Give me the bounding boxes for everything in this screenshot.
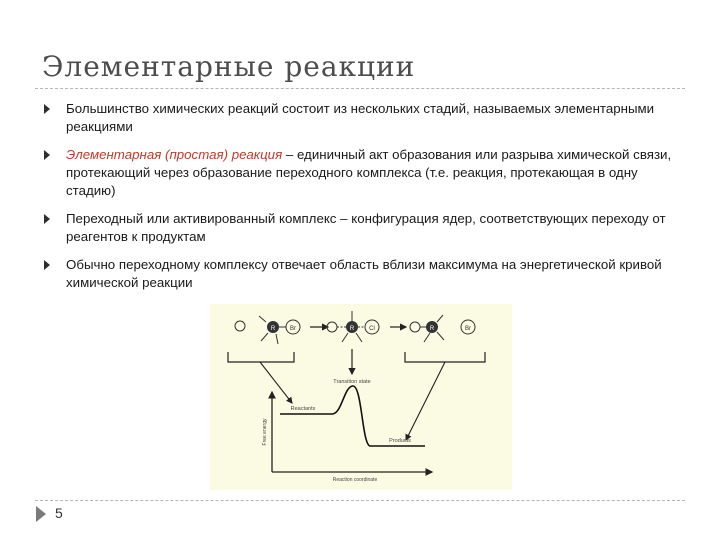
page-arrow-icon <box>36 506 46 522</box>
reactant-bracket <box>228 352 294 362</box>
bullet-text: Обычно переходному комплексу отвечает область вблизи максимума на энергетической кривой химической реакции <box>66 257 662 290</box>
reactants-label: Reactants <box>290 406 316 412</box>
atom-label: R <box>429 326 435 332</box>
x-axis-label: Reaction coordinate <box>332 477 378 483</box>
bullet-item <box>40 146 690 200</box>
reaction-energy-figure <box>210 304 512 490</box>
bullet-arrow-icon <box>44 214 50 224</box>
bullet-arrow-icon <box>44 150 50 160</box>
bullet-text: Большинство химических реакций состоит из нескольких стадий, называемых элементарными реакциями <box>66 101 655 134</box>
atom-nucleophile <box>410 322 420 332</box>
bullet-arrow-icon <box>44 104 50 114</box>
energy-diagram <box>210 304 512 490</box>
atom-label: R <box>270 326 276 332</box>
transition-state-label: Transition state <box>333 379 371 385</box>
molecule-product <box>410 315 475 342</box>
product-pointer <box>406 362 445 440</box>
title-divider <box>35 88 685 89</box>
atom-label: R <box>349 326 355 332</box>
atom-label: Br <box>465 326 471 332</box>
molecule-transition <box>327 311 379 342</box>
products-label: Products <box>389 438 411 444</box>
footer-divider <box>35 500 685 501</box>
energy-curve <box>280 386 425 446</box>
slide-title: Элементарные реакции <box>42 50 416 83</box>
page-number: 5 <box>55 505 63 521</box>
atom-nucleophile <box>327 322 337 332</box>
bullet-text: Переходный или активированный комплекс – конфигурация ядер, соответствующих переходу от реагентов к продуктам <box>66 211 666 244</box>
atom-label: Br <box>290 326 296 332</box>
atom-nucleophile <box>235 321 245 331</box>
bullet-list <box>40 100 690 302</box>
atom-label: Cl <box>369 326 375 332</box>
molecule-reactant <box>235 316 300 344</box>
bullet-arrow-icon <box>44 260 50 270</box>
bullet-text: – единичный акт образования или разрыва химической связи, протекающий через образование переходного комплекса (т.е. реакция, протекающая в одну стадию) <box>66 147 672 198</box>
bullet-item <box>40 210 690 246</box>
product-bracket <box>405 352 485 362</box>
term-highlight: Элементарная (простая) реакция <box>66 147 283 162</box>
y-axis-label: Free energy <box>262 418 268 446</box>
reactant-pointer <box>260 362 292 403</box>
bullet-item <box>40 256 690 292</box>
bullet-item <box>40 100 690 136</box>
